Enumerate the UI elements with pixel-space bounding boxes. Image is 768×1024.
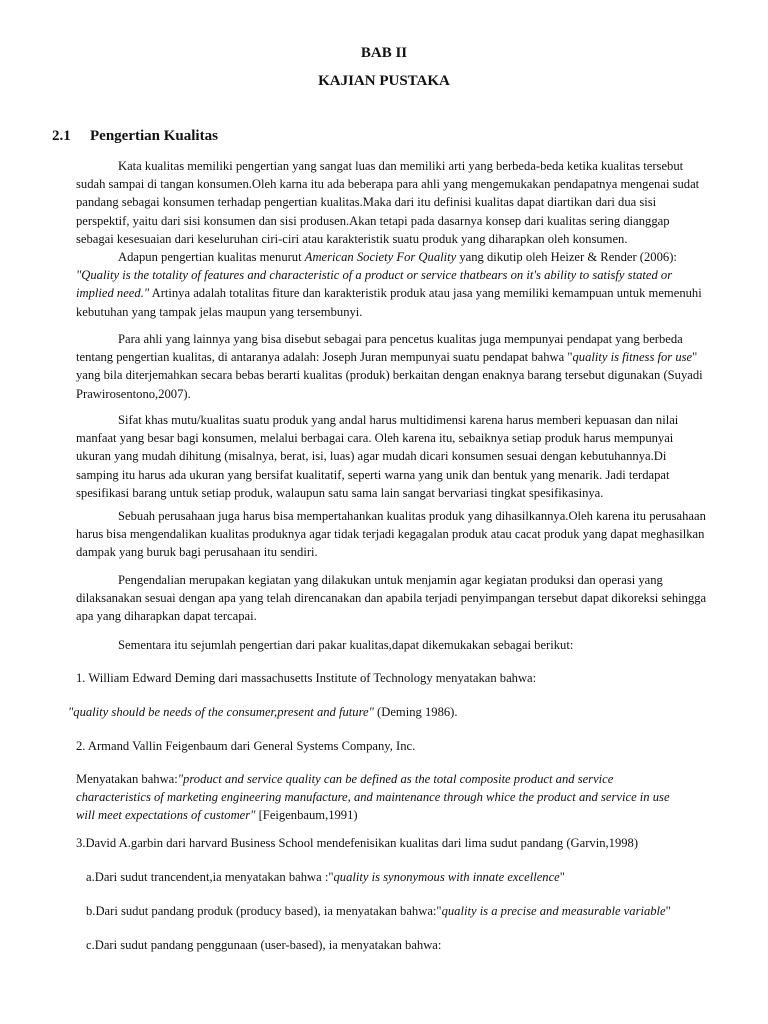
paragraph-line: manfaat yang besar bagi konsumen, melalui berbagai cara. Oleh karena itu, sebaiknya setiap produk harus mempunyai — [76, 431, 674, 446]
paragraph-line — [76, 806, 728, 824]
paragraph-line: Menyatakan bahwa:"product and service quality can be defined as the total composite product and service — [76, 772, 614, 786]
chapter-number: BAB II — [360, 45, 408, 61]
paragraph-7 — [118, 636, 768, 654]
quote-text: quality is fitness for use — [572, 350, 693, 365]
list-item-text: 1. William Edward Deming dari massachusetts Institute of Technology menyatakan bahwa: — [76, 671, 537, 685]
paragraph-line: ukuran yang mudah dihitung (misalnya, berat, isi, luas) agar mudah dicari konsumen sesuai dengan kebutuhannya.Di — [76, 449, 667, 464]
paragraph-1 — [76, 157, 728, 248]
quote-feigenbaum — [76, 770, 728, 825]
paragraph-line: Sementara itu sejumlah pengertian dari pakar kualitas,dapat dikemukakan sebagai berikut: — [118, 638, 574, 652]
paragraph-line: Para ahli yang lainnya yang bisa disebut sebagai para pencetus kualitas juga mempunyai pendapat yang berbeda — [118, 332, 683, 346]
paragraph-6 — [76, 571, 728, 626]
quote-text: "quality should be needs of the consumer,present and future" — [68, 705, 374, 719]
quote-text: quality is synonymous with innate excellence — [333, 870, 560, 884]
paragraph-line: Kata kualitas memiliki pengertian yang sangat luas dan memiliki arti yang berbeda-beda ketika kualitas tersebut — [118, 159, 684, 173]
paragraph-4 — [76, 411, 728, 502]
paragraph-line: perspektif, yaitu dari sisi konsumen dan sisi produsen.Akan tetapi pada dasarnya konsep dari kualitas sering dianggap — [76, 213, 670, 228]
chapter-title: KAJIAN PUSTAKA — [318, 73, 450, 89]
paragraph-5 — [76, 507, 728, 562]
list-item-text: 3.David A.garbin dari harvard Business School mendefenisikan kualitas dari lima sudut pandang (Garvin,1998) — [76, 836, 639, 850]
section-number: 2.1 — [52, 128, 71, 144]
paragraph-line — [76, 788, 728, 806]
list-item-3c — [86, 936, 738, 954]
paragraph-line: harus bisa mengendalikan kualitas produknya agar tidak terjadi kegagalan produk atau cacat produk yang dapat meghasilkan — [76, 527, 705, 542]
paragraph-line: kebutuhan yang tampak jelas maupun yang tersembunyi. — [76, 304, 363, 319]
paragraph-line: pandang sebagai konsumen terhadap pengertian kualitas.Maka dari itu definisi kualitas dapat diartikan dari dua sisi — [76, 195, 657, 210]
section-title: Pengertian Kualitas — [90, 128, 218, 144]
paragraph-line: Sifat khas mutu/kualitas suatu produk yang andal harus multidimensi karena harus memberi kepuasan dan nilai — [118, 413, 679, 427]
paragraph-line: sebagai kesesuaian dari keseluruhan ciri-ciri atau karakteristik suatu produk yang diharapkan oleh konsumen. — [76, 231, 628, 246]
paragraph-line: Pengendalian merupakan kegiatan yang dilakukan untuk menjamin agar kegiatan produksi dan operasi yang — [118, 573, 663, 587]
quote-text: will meet expectations of customer" — [76, 808, 256, 823]
list-item-text: c.Dari sudut pandang penggunaan (user-based), ia menyatakan bahwa: — [86, 938, 442, 952]
quote-text: "Quality is the totality of features and characteristic of a product or service thatbears on it's ability to satisfy stated or — [76, 268, 673, 283]
paragraph-line: Prawirosentono,2007). — [76, 386, 191, 401]
quote-text: "product and service quality can be defined as the total composite product and service — [177, 772, 614, 786]
list-item-text: 2. Armand Vallin Feigenbaum dari General Systems Company, Inc. — [76, 739, 416, 753]
paragraph-3 — [76, 330, 728, 403]
citation: [Feigenbaum,1991) — [255, 808, 358, 823]
list-item-1 — [76, 669, 728, 687]
paragraph-line: dampak yang buruk bagi perusahaan itu sendiri. — [76, 545, 318, 560]
list-item-3 — [76, 834, 728, 852]
quote-text: implied need." — [76, 286, 150, 301]
paragraph-2 — [76, 248, 728, 321]
paragraph-line: Sebuah perusahaan juga harus bisa mempertahankan kualitas produk yang dihasilkannya.Oleh karena itu perusahaan — [118, 509, 706, 523]
paragraph-line: tentang pengertian kualitas, di antaranya adalah: Joseph Juran mempunyai suatu pendapat bahwa "quality is fitness for use" — [76, 350, 698, 365]
quote-deming — [68, 703, 720, 721]
citation: (Deming 1986). — [373, 705, 458, 719]
list-item-3a: a.Dari sudut trancendent,ia menyatakan bahwa :"quality is synonymous with innate excellence" — [86, 870, 565, 884]
list-item-2 — [76, 737, 728, 755]
paragraph-line: samping itu harus ada ukuran yang bersifat kualitatif, seperti warna yang unik dan bentuk yang menarik. Jadi terdapat — [76, 467, 670, 482]
paragraph-line: yang bila diterjemahkan secara bebas berarti kualitas (produk) berkaitan dengan enaknya barang tersebut digunakan (Suyadi — [76, 368, 703, 383]
paragraph-line — [76, 266, 728, 284]
list-item-3b: b.Dari sudut pandang produk (producy based), ia menyatakan bahwa:"quality is a precise and measurable variable" — [86, 904, 671, 918]
paragraph-line: implied need." Artinya adalah totalitas fiture dan karakteristik produk atau jasa yang memiliki kemampuan untuk memenuhi — [76, 286, 702, 301]
org-name: American Society For Quality — [304, 250, 457, 264]
paragraph-line: spesifikasi barang untuk setiap produk, walaupun satu sama lain sangat bervariasi tingkat spesifikasinya. — [76, 485, 604, 500]
quote-text: characteristics of marketing engineering manufacture, and maintenance through whice the product and service in use — [76, 790, 670, 805]
paragraph-line: apa yang diharapkan dapat tercapai. — [76, 609, 257, 624]
paragraph-line: sudah sampai di tangan konsumen.Oleh karna itu ada beberapa para ahli yang mengemukakan pendapatnya mengenai sudat — [76, 177, 700, 192]
paragraph-line: Adapun pengertian kualitas menurut American Society For Quality yang dikutip oleh Heizer & Render (2006): — [118, 250, 677, 264]
quote-text: quality is a precise and measurable variable — [441, 904, 666, 918]
paragraph-line: dilaksanakan sesuai dengan apa yang telah direncanakan dan apabila terjadi penyimpangan tersebut dapat dikoreksi sehingga — [76, 591, 707, 606]
